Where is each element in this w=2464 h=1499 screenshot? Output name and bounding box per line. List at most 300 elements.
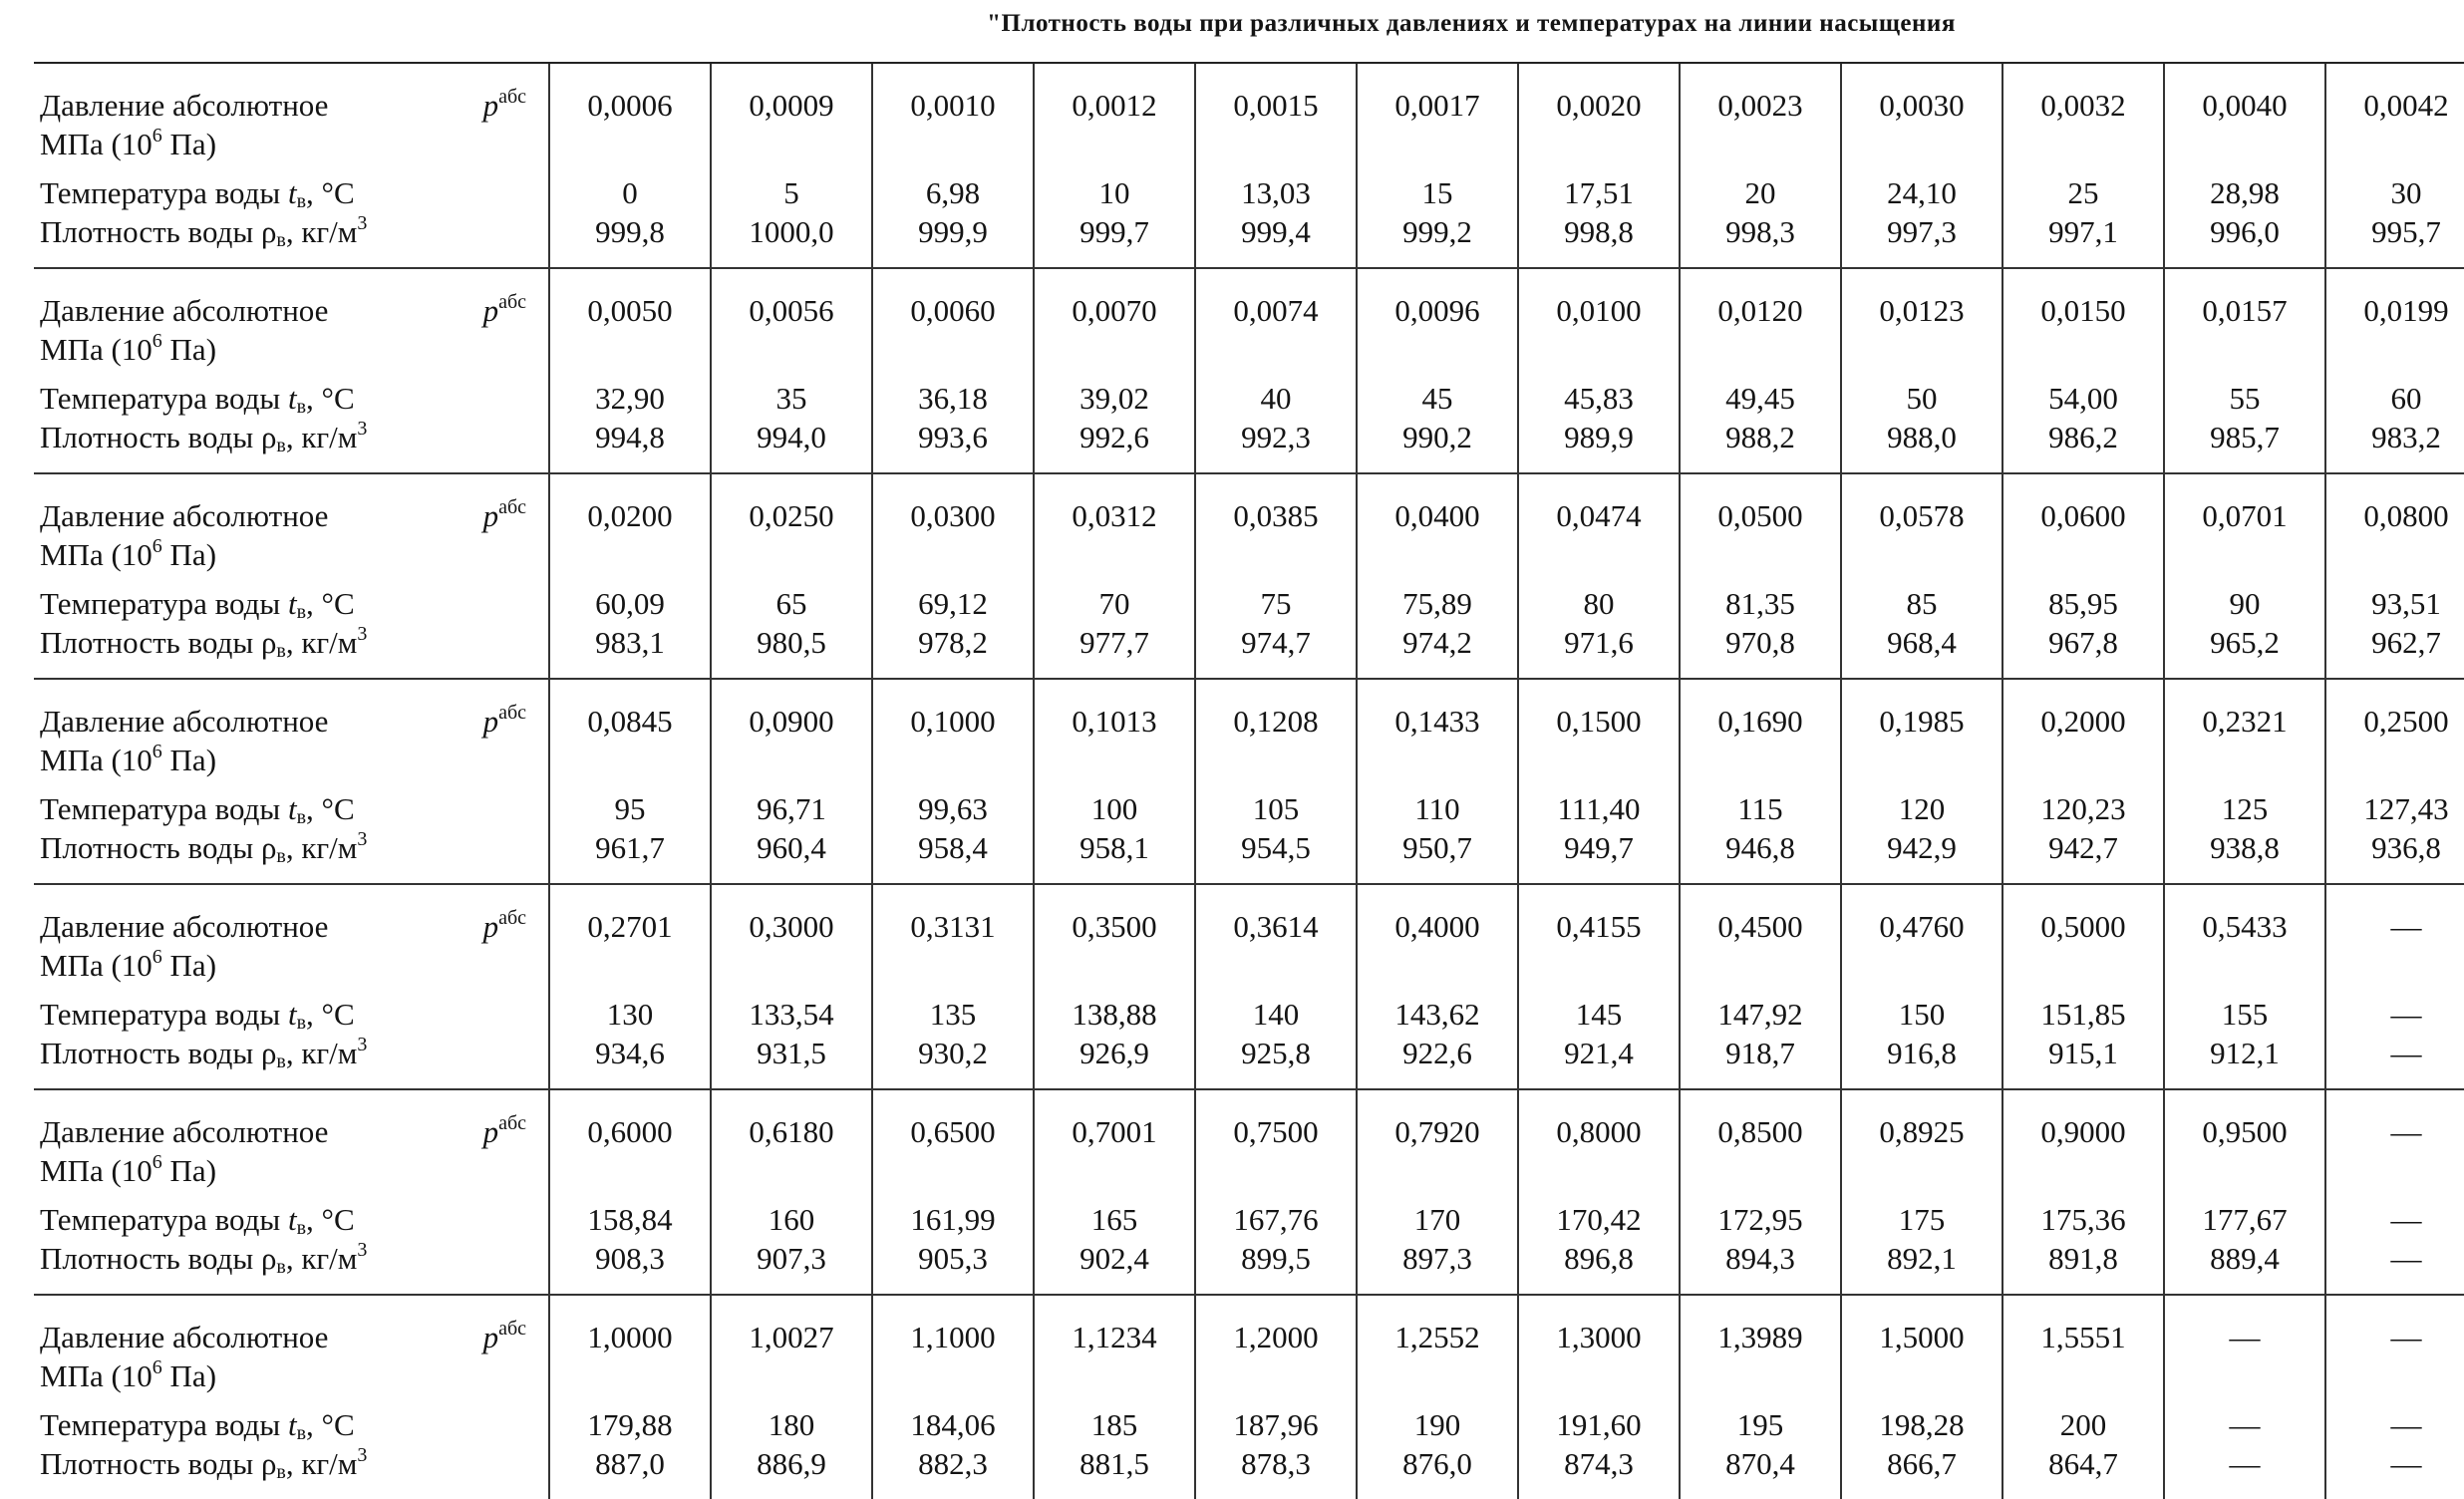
pressure-value: 1,3000 <box>1556 1320 1642 1354</box>
value-stack <box>1842 680 2002 883</box>
density-value: 899,5 <box>1241 1241 1311 1276</box>
temperature-value: 135 <box>929 997 977 1032</box>
density-value: 998,8 <box>1564 214 1634 249</box>
density-value: 931,5 <box>757 1036 826 1070</box>
temperature-value: 30 <box>2390 175 2422 210</box>
density-value: — <box>2390 1241 2422 1276</box>
density-unit: , кг/м <box>285 625 358 660</box>
value-stack <box>873 269 1033 472</box>
value-cell <box>2002 473 2164 679</box>
value-cell <box>1034 884 1195 1089</box>
pressure-symbol <box>483 291 526 330</box>
value-cell <box>1195 1089 1357 1295</box>
temperature-value: 158,84 <box>587 1202 673 1237</box>
value-cell <box>1841 1295 2002 1499</box>
value-cell <box>1841 473 2002 679</box>
value-cell <box>1357 268 1518 473</box>
density-value: 958,4 <box>918 830 988 865</box>
density-value: 902,4 <box>1079 1241 1149 1276</box>
pressure-symbol <box>483 86 526 125</box>
value-stack <box>1035 64 1194 267</box>
value-stack <box>712 1296 871 1499</box>
density-value: 866,7 <box>1887 1446 1957 1481</box>
pressure-unit-exp: 6 <box>152 946 162 968</box>
temperature-value: 200 <box>2059 1407 2107 1442</box>
density-unit-exp: 3 <box>357 212 368 234</box>
table-row <box>34 1089 2464 1295</box>
temperature-unit: , °С <box>306 1407 355 1442</box>
value-cell <box>549 1089 711 1295</box>
value-stack <box>2165 1090 2324 1294</box>
pressure-label-text: Давление абсолютное <box>40 293 329 328</box>
value-cell <box>872 268 1034 473</box>
row-labels <box>34 680 548 883</box>
value-cell <box>1841 63 2002 268</box>
temperature-label <box>40 173 548 212</box>
temperature-value: 99,63 <box>918 791 988 826</box>
value-cell <box>1518 1089 1680 1295</box>
pressure-value: 0,1985 <box>1879 704 1965 739</box>
pressure-symbol <box>483 702 526 741</box>
temperature-value: 39,02 <box>1079 381 1149 416</box>
value-stack <box>1035 680 1194 883</box>
value-cell <box>1195 63 1357 268</box>
value-cell <box>1680 1295 1841 1499</box>
value-stack <box>2003 474 2163 678</box>
density-value: 908,3 <box>595 1241 665 1276</box>
pressure-value: 0,0017 <box>1394 88 1480 123</box>
pressure-value: 0,0050 <box>587 293 673 328</box>
value-cell <box>2325 63 2464 268</box>
density-value: 995,7 <box>2371 214 2441 249</box>
density-value: — <box>2390 1036 2422 1070</box>
density-value: 997,1 <box>2048 214 2118 249</box>
pressure-value: 1,2552 <box>1394 1320 1480 1354</box>
density-label-text: Плотность воды <box>40 625 254 660</box>
pressure-value: 1,3989 <box>1717 1320 1803 1354</box>
value-stack <box>1519 269 1679 472</box>
value-stack <box>712 269 871 472</box>
density-label-text: Плотность воды <box>40 420 254 454</box>
pressure-value: 0,3131 <box>910 909 996 944</box>
pressure-value: 0,6180 <box>749 1114 834 1149</box>
density-symbol: ρ <box>260 830 277 865</box>
temperature-label-text: Температура воды <box>40 1202 281 1237</box>
temperature-value: 75 <box>1260 586 1292 621</box>
density-value: 921,4 <box>1564 1036 1634 1070</box>
density-label-text: Плотность воды <box>40 214 254 249</box>
temperature-value: 105 <box>1252 791 1300 826</box>
pressure-value: 1,5551 <box>2040 1320 2126 1354</box>
value-cell <box>1357 63 1518 268</box>
value-cell <box>1841 268 2002 473</box>
density-value: 874,3 <box>1564 1446 1634 1481</box>
temperature-value: 155 <box>2221 997 2269 1032</box>
temperature-value: 120 <box>1898 791 1946 826</box>
value-stack <box>1035 885 1194 1088</box>
temperature-value: 85 <box>1906 586 1938 621</box>
temperature-unit: , °С <box>306 586 355 621</box>
density-value: 942,9 <box>1887 830 1957 865</box>
temperature-symbol: t <box>287 1202 297 1237</box>
density-symbol: ρ <box>260 1241 277 1276</box>
value-stack <box>2326 1090 2464 1294</box>
value-stack <box>550 474 710 678</box>
value-stack <box>873 1296 1033 1499</box>
density-label <box>40 828 548 867</box>
density-label-text: Плотность воды <box>40 830 254 865</box>
value-stack <box>1035 1090 1194 1294</box>
density-value: 922,6 <box>1402 1036 1472 1070</box>
pressure-unit-label <box>40 535 548 574</box>
value-cell <box>549 473 711 679</box>
value-stack <box>550 64 710 267</box>
pressure-label <box>40 1318 526 1356</box>
density-value: 980,5 <box>757 625 826 660</box>
pressure-symbol-sup: абс <box>498 1318 526 1340</box>
value-stack <box>1681 474 1840 678</box>
temperature-value: 40 <box>1260 381 1292 416</box>
pressure-unit-text: МПа (10 <box>40 332 153 367</box>
density-value: 907,3 <box>757 1241 826 1276</box>
table-row <box>34 884 2464 1089</box>
value-cell <box>2164 679 2325 884</box>
pressure-value: 0,2701 <box>587 909 673 944</box>
pressure-value: — <box>2390 909 2422 944</box>
value-stack <box>2326 474 2464 678</box>
density-value: 870,4 <box>1725 1446 1795 1481</box>
row-labels <box>34 269 548 472</box>
density-value: 886,9 <box>757 1446 826 1481</box>
pressure-value: 1,1000 <box>910 1320 996 1354</box>
temperature-value: 170,42 <box>1556 1202 1642 1237</box>
value-cell <box>2002 63 2164 268</box>
value-stack <box>712 474 871 678</box>
temperature-label <box>40 1405 548 1444</box>
pressure-symbol <box>483 1112 526 1151</box>
value-stack <box>1681 269 1840 472</box>
value-cell <box>1034 268 1195 473</box>
value-cell <box>2164 1089 2325 1295</box>
temperature-symbol: t <box>287 381 297 416</box>
value-stack <box>1196 474 1356 678</box>
temperature-value: 24,10 <box>1887 175 1957 210</box>
value-stack <box>1842 64 2002 267</box>
pressure-unit-text: МПа (10 <box>40 1153 153 1188</box>
value-cell <box>1034 473 1195 679</box>
density-symbol: ρ <box>260 625 277 660</box>
pressure-value: 0,0020 <box>1556 88 1642 123</box>
value-cell <box>711 679 872 884</box>
pressure-symbol-p: p <box>482 1114 499 1149</box>
pressure-value: 0,1500 <box>1556 704 1642 739</box>
pressure-value: 0,0012 <box>1072 88 1157 123</box>
temperature-value: 36,18 <box>918 381 988 416</box>
temperature-symbol-sub: в <box>296 601 307 623</box>
pressure-value: 0,0100 <box>1556 293 1642 328</box>
value-stack <box>1196 64 1356 267</box>
temperature-symbol: t <box>287 791 297 826</box>
temperature-value: 28,98 <box>2210 175 2280 210</box>
density-value: 978,2 <box>918 625 988 660</box>
temperature-value: 45,83 <box>1564 381 1634 416</box>
pressure-unit-label <box>40 125 548 163</box>
density-label <box>40 623 548 662</box>
pressure-value: 0,0032 <box>2040 88 2126 123</box>
density-value: 891,8 <box>2048 1241 2118 1276</box>
density-unit-exp: 3 <box>357 1034 368 1055</box>
value-cell <box>1518 473 1680 679</box>
temperature-value: 93,51 <box>2371 586 2441 621</box>
value-stack <box>873 1090 1033 1294</box>
density-value: 950,7 <box>1402 830 1472 865</box>
row-label-cell <box>34 679 549 884</box>
row-label-cell <box>34 884 549 1089</box>
density-value: 889,4 <box>2210 1241 2280 1276</box>
pressure-value: 1,0000 <box>587 1320 673 1354</box>
value-cell <box>872 884 1034 1089</box>
temperature-value: 32,90 <box>595 381 665 416</box>
value-stack <box>1842 474 2002 678</box>
row-label-cell <box>34 63 549 268</box>
value-cell <box>1518 679 1680 884</box>
pressure-label-text: Давление абсолютное <box>40 88 329 123</box>
row-labels <box>34 64 548 267</box>
density-value: 916,8 <box>1887 1036 1957 1070</box>
pressure-unit-end: Па) <box>161 743 217 777</box>
temperature-symbol: t <box>287 586 297 621</box>
value-stack <box>1196 680 1356 883</box>
pressure-value: — <box>2390 1320 2422 1354</box>
pressure-symbol <box>483 907 526 946</box>
density-value: 954,5 <box>1241 830 1311 865</box>
pressure-unit-label <box>40 741 548 779</box>
pressure-value: 0,0010 <box>910 88 996 123</box>
pressure-value: 0,0199 <box>2363 293 2449 328</box>
pressure-value: 0,0123 <box>1879 293 1965 328</box>
density-value: 994,0 <box>757 420 826 454</box>
pressure-label <box>40 702 526 741</box>
pressure-unit-end: Па) <box>161 948 217 983</box>
value-stack <box>2003 269 2163 472</box>
value-cell <box>711 268 872 473</box>
value-cell <box>711 1089 872 1295</box>
value-cell <box>2325 1089 2464 1295</box>
temperature-symbol: t <box>287 997 297 1032</box>
density-symbol: ρ <box>260 1036 277 1070</box>
value-stack <box>1196 269 1356 472</box>
value-stack <box>2003 680 2163 883</box>
pressure-value: 1,2000 <box>1233 1320 1319 1354</box>
temperature-label-text: Температура воды <box>40 791 281 826</box>
density-value: 962,7 <box>2371 625 2441 660</box>
temperature-value: 165 <box>1090 1202 1138 1237</box>
temperature-unit: , °С <box>306 381 355 416</box>
value-stack <box>1519 1296 1679 1499</box>
temperature-value: 127,43 <box>2363 791 2449 826</box>
value-cell <box>2164 268 2325 473</box>
value-cell <box>1841 1089 2002 1295</box>
value-cell <box>1680 268 1841 473</box>
density-value: 930,2 <box>918 1036 988 1070</box>
pressure-value: 0,0300 <box>910 498 996 533</box>
density-value: 988,2 <box>1725 420 1795 454</box>
density-symbol-sub: в <box>276 1461 286 1483</box>
table-row <box>34 63 2464 268</box>
temperature-value: 20 <box>1744 175 1776 210</box>
density-label-text: Плотность воды <box>40 1036 254 1070</box>
temperature-value: 195 <box>1736 1407 1784 1442</box>
row-labels <box>34 885 548 1088</box>
value-cell <box>872 63 1034 268</box>
value-stack <box>1842 1090 2002 1294</box>
density-value: 876,0 <box>1402 1446 1472 1481</box>
table-row <box>34 1295 2464 1499</box>
density-unit-exp: 3 <box>357 1239 368 1261</box>
value-cell <box>1195 473 1357 679</box>
pressure-value: 0,2500 <box>2363 704 2449 739</box>
pressure-value: 0,2321 <box>2202 704 2288 739</box>
value-cell <box>1680 679 1841 884</box>
temperature-value: 191,60 <box>1556 1407 1642 1442</box>
value-cell <box>872 1089 1034 1295</box>
pressure-label <box>40 907 526 946</box>
value-stack <box>1358 64 1517 267</box>
density-value: 894,3 <box>1725 1241 1795 1276</box>
density-table <box>34 62 2464 1499</box>
value-stack <box>550 1090 710 1294</box>
value-stack <box>550 885 710 1088</box>
pressure-value: 0,0120 <box>1717 293 1803 328</box>
pressure-value: 1,1234 <box>1072 1320 1157 1354</box>
table-row <box>34 473 2464 679</box>
row-labels <box>34 474 548 678</box>
density-value: 992,6 <box>1079 420 1149 454</box>
density-value: 915,1 <box>2048 1036 2118 1070</box>
density-symbol-sub: в <box>276 435 286 456</box>
pressure-label <box>40 496 526 535</box>
value-cell <box>1195 268 1357 473</box>
pressure-value: — <box>2390 1114 2422 1149</box>
value-stack <box>873 885 1033 1088</box>
value-stack <box>2326 64 2464 267</box>
temperature-value: 55 <box>2229 381 2261 416</box>
pressure-unit-exp: 6 <box>152 741 162 762</box>
value-cell <box>549 63 711 268</box>
pressure-value: 0,4155 <box>1556 909 1642 944</box>
temperature-value: 145 <box>1575 997 1623 1032</box>
value-stack <box>2326 269 2464 472</box>
density-value: 999,7 <box>1079 214 1149 249</box>
pressure-value: 0,0060 <box>910 293 996 328</box>
density-value: 996,0 <box>2210 214 2280 249</box>
value-stack <box>2165 1296 2324 1499</box>
pressure-symbol-p: p <box>482 293 499 328</box>
value-cell <box>549 1295 711 1499</box>
temperature-value: 185 <box>1090 1407 1138 1442</box>
pressure-value: 0,0009 <box>749 88 834 123</box>
value-stack <box>1519 1090 1679 1294</box>
pressure-label-text: Давление абсолютное <box>40 909 329 944</box>
temperature-value: — <box>2390 997 2422 1032</box>
pressure-label-text: Давление абсолютное <box>40 498 329 533</box>
value-stack <box>2003 1090 2163 1294</box>
density-unit: , кг/м <box>285 1036 358 1070</box>
temperature-value: 60,09 <box>595 586 665 621</box>
density-value: 983,2 <box>2371 420 2441 454</box>
temperature-value: 130 <box>606 997 654 1032</box>
density-value: — <box>2229 1446 2261 1481</box>
pressure-value: 0,0900 <box>749 704 834 739</box>
temperature-value: 172,95 <box>1717 1202 1803 1237</box>
pressure-value: 0,0800 <box>2363 498 2449 533</box>
pressure-value: 0,0400 <box>1394 498 1480 533</box>
value-cell <box>1518 268 1680 473</box>
density-value: 946,8 <box>1725 830 1795 865</box>
density-value: 1000,0 <box>749 214 834 249</box>
temperature-symbol-sub: в <box>296 396 307 418</box>
value-cell <box>1357 884 1518 1089</box>
temperature-label <box>40 1200 548 1239</box>
value-cell <box>1841 884 2002 1089</box>
value-cell <box>2164 63 2325 268</box>
pressure-value: 0,4760 <box>1879 909 1965 944</box>
temperature-symbol-sub: в <box>296 1012 307 1034</box>
value-stack <box>1358 885 1517 1088</box>
table-row <box>34 268 2464 473</box>
pressure-value: 0,5433 <box>2202 909 2288 944</box>
density-symbol-sub: в <box>276 1050 286 1072</box>
pressure-unit-exp: 6 <box>152 125 162 147</box>
value-cell <box>711 63 872 268</box>
value-cell <box>1357 679 1518 884</box>
density-value: 977,7 <box>1079 625 1149 660</box>
temperature-symbol-sub: в <box>296 806 307 828</box>
value-stack <box>2165 885 2324 1088</box>
value-cell <box>1518 1295 1680 1499</box>
pressure-value: 0,5000 <box>2040 909 2126 944</box>
temperature-label-text: Температура воды <box>40 997 281 1032</box>
density-value: 967,8 <box>2048 625 2118 660</box>
pressure-value: 0,0385 <box>1233 498 1319 533</box>
density-symbol-sub: в <box>276 640 286 662</box>
value-stack <box>2165 269 2324 472</box>
value-stack <box>1035 474 1194 678</box>
density-value: 988,0 <box>1887 420 1957 454</box>
value-stack <box>712 64 871 267</box>
pressure-unit-text: МПа (10 <box>40 537 153 572</box>
value-stack <box>1519 680 1679 883</box>
density-value: 974,7 <box>1241 625 1311 660</box>
pressure-value: 0,0312 <box>1072 498 1157 533</box>
value-cell <box>2325 679 2464 884</box>
pressure-unit-label <box>40 1356 548 1395</box>
pressure-value: 0,0250 <box>749 498 834 533</box>
value-cell <box>1841 679 2002 884</box>
pressure-symbol <box>483 496 526 535</box>
pressure-unit-exp: 6 <box>152 535 162 557</box>
pressure-label <box>40 86 526 125</box>
pressure-value: 0,0701 <box>2202 498 2288 533</box>
temperature-value: 140 <box>1252 997 1300 1032</box>
value-stack <box>2003 1296 2163 1499</box>
pressure-value: 0,7920 <box>1394 1114 1480 1149</box>
row-label-cell <box>34 473 549 679</box>
value-cell <box>1357 473 1518 679</box>
row-label-cell <box>34 268 549 473</box>
density-value: 892,1 <box>1887 1241 1957 1276</box>
density-unit: , кг/м <box>285 1446 358 1481</box>
